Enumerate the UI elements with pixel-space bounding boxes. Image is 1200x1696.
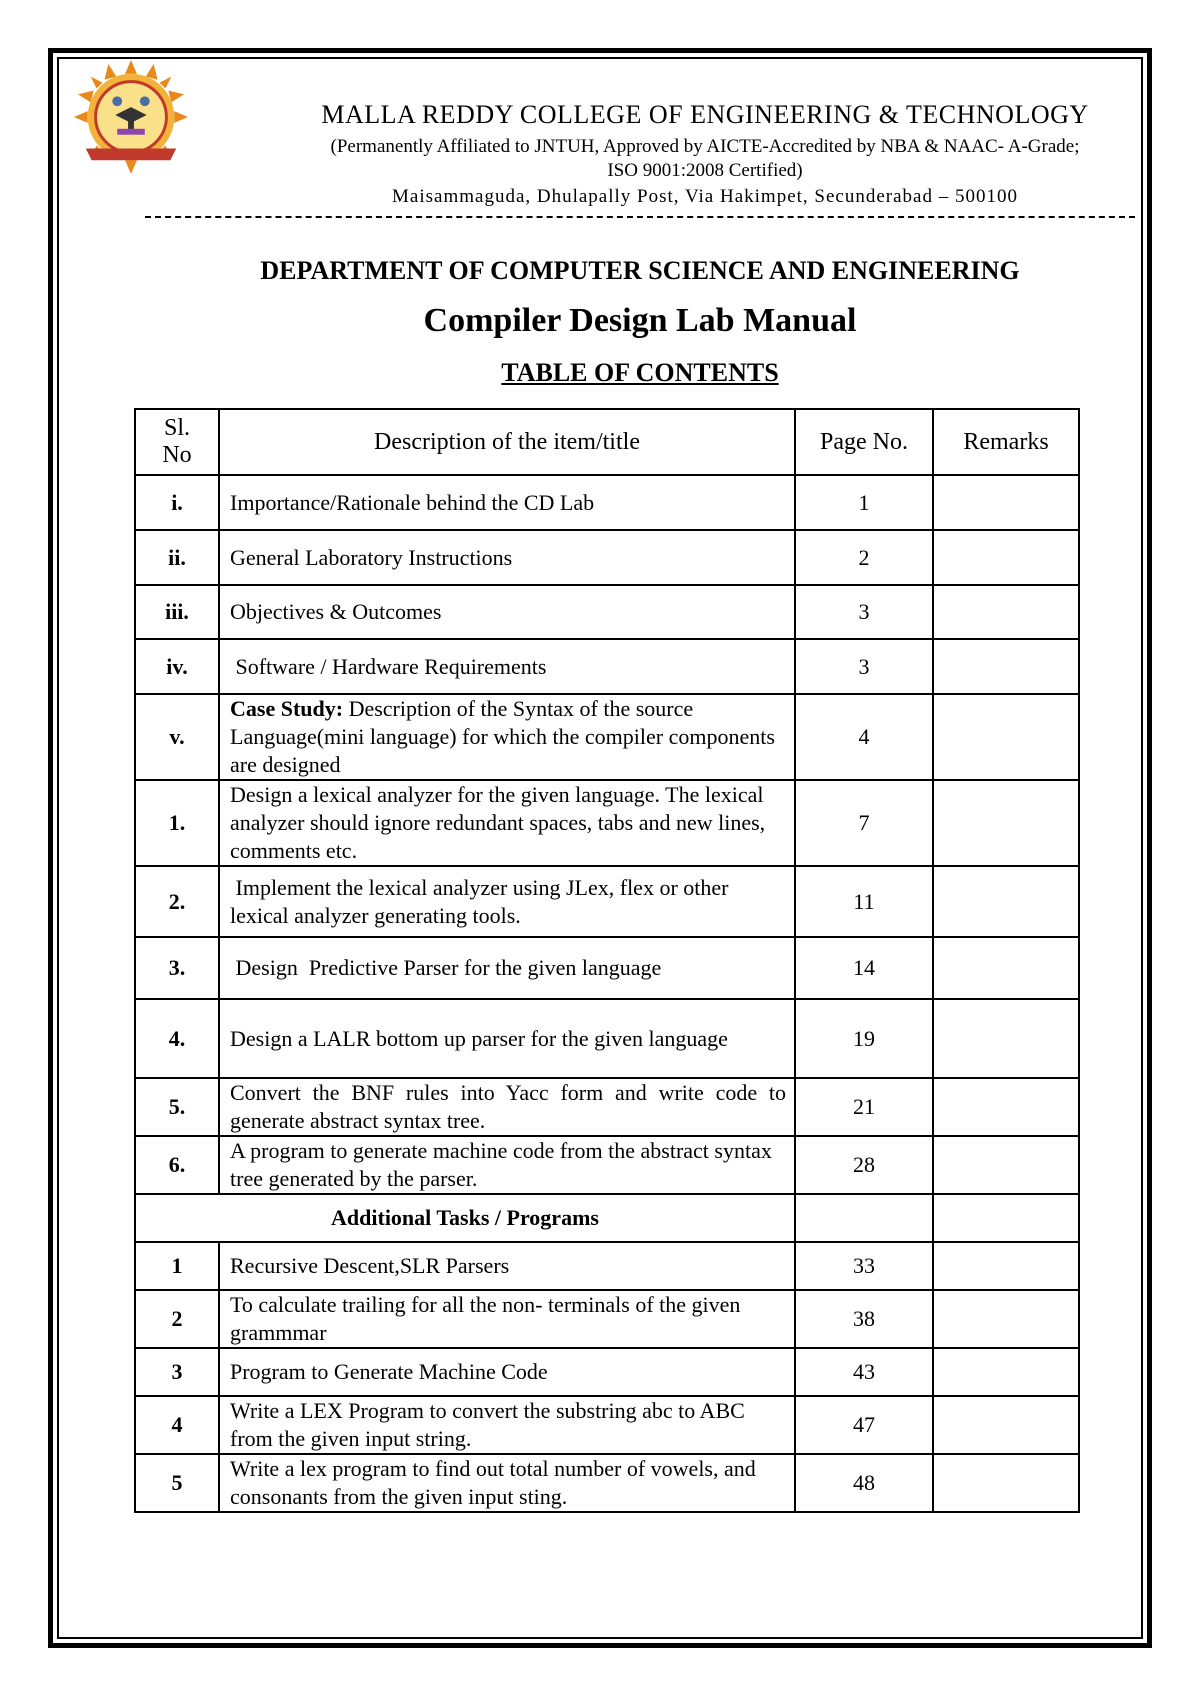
row-remarks (933, 937, 1079, 999)
case-study-label: Case Study: (230, 696, 344, 721)
table-row (135, 639, 1079, 694)
row-sl: 1. (135, 780, 219, 866)
row-page: 28 (795, 1136, 933, 1194)
row-remarks (933, 780, 1079, 866)
row-sl: 6. (135, 1136, 219, 1194)
table-row (135, 1290, 1079, 1348)
table-row (135, 1136, 1079, 1194)
row-page: 3 (795, 639, 933, 694)
row-page: 21 (795, 1078, 933, 1136)
row-remarks (933, 475, 1079, 530)
table-row (135, 530, 1079, 585)
row-sl: 3. (135, 937, 219, 999)
row-sl: ii. (135, 530, 219, 585)
row-remarks (933, 1194, 1079, 1242)
row-remarks (933, 1454, 1079, 1512)
table-row (135, 1348, 1079, 1396)
table-row (135, 694, 1079, 780)
table-row (135, 937, 1079, 999)
table-row (135, 999, 1079, 1078)
row-description: Implement the lexical analyzer using JLex, flex or other lexical analyzer generating tools. (219, 866, 795, 937)
row-page: 1 (795, 475, 933, 530)
row-description: Design Predictive Parser for the given language (219, 937, 795, 999)
row-sl: 2. (135, 866, 219, 937)
row-remarks (933, 585, 1079, 639)
case-study-text: Description of the Syntax of the source Language(mini language) for which the compiler components are designed (230, 696, 775, 777)
table-row (135, 475, 1079, 530)
row-description: Importance/Rationale behind the CD Lab (219, 475, 795, 530)
row-page: 7 (795, 780, 933, 866)
row-sl: 1 (135, 1242, 219, 1290)
manual-title: Compiler Design Lab Manual (423, 302, 857, 339)
row-sl: 3 (135, 1348, 219, 1396)
row-remarks (933, 530, 1079, 585)
row-description: Program to Generate Machine Code (219, 1348, 795, 1396)
table-row (135, 866, 1079, 937)
row-page: 33 (795, 1242, 933, 1290)
row-description: Software / Hardware Requirements (219, 639, 795, 694)
row-remarks (933, 1242, 1079, 1290)
row-description (219, 694, 795, 780)
row-description: Objectives & Outcomes (219, 585, 795, 639)
table-row (135, 1078, 1079, 1136)
row-description: To calculate trailing for all the non- terminals of the given grammmar (219, 1290, 795, 1348)
row-sl: 2 (135, 1290, 219, 1348)
college-emblem-icon (72, 58, 190, 176)
row-sl: 5. (135, 1078, 219, 1136)
row-page: 48 (795, 1454, 933, 1512)
additional-tasks-row (135, 1194, 1079, 1242)
row-description: A program to generate machine code from the abstract syntax tree generated by the parser. (219, 1136, 795, 1194)
header-remarks: Remarks (933, 409, 1079, 475)
row-page: 3 (795, 585, 933, 639)
department-heading: DEPARTMENT OF COMPUTER SCIENCE AND ENGINEERING (260, 256, 1020, 285)
table-header-row (135, 409, 1079, 475)
row-description: Write a lex program to find out total number of vowels, and consonants from the given input sting. (219, 1454, 795, 1512)
row-description: Write a LEX Program to convert the substring abc to ABC from the given input string. (219, 1396, 795, 1454)
row-sl: 4. (135, 999, 219, 1078)
row-remarks (933, 1136, 1079, 1194)
row-sl: 5 (135, 1454, 219, 1512)
row-sl: i. (135, 475, 219, 530)
row-remarks (933, 639, 1079, 694)
table-row (135, 1242, 1079, 1290)
header-page-no: Page No. (795, 409, 933, 475)
table-row (135, 585, 1079, 639)
row-page: 11 (795, 866, 933, 937)
row-page: 47 (795, 1396, 933, 1454)
row-page: 2 (795, 530, 933, 585)
row-description: General Laboratory Instructions (219, 530, 795, 585)
table-row (135, 1396, 1079, 1454)
row-page: 14 (795, 937, 933, 999)
row-remarks (933, 1348, 1079, 1396)
table-row (135, 1454, 1079, 1512)
row-description: Convert the BNF rules into Yacc form and write code to generate abstract syntax tree. (219, 1078, 795, 1136)
row-description: Design a lexical analyzer for the given language. The lexical analyzer should ignore redundant spaces, tabs and new lines, comments etc. (219, 780, 795, 866)
additional-tasks-heading: Additional Tasks / Programs (135, 1194, 795, 1242)
header-divider (145, 216, 1135, 218)
college-name: MALLA REDDY COLLEGE OF ENGINEERING & TECHNOLOGY (321, 100, 1089, 129)
row-page: 43 (795, 1348, 933, 1396)
row-remarks (933, 866, 1079, 937)
row-remarks (933, 1396, 1079, 1454)
row-page: 38 (795, 1290, 933, 1348)
row-sl: iii. (135, 585, 219, 639)
row-sl: 4 (135, 1396, 219, 1454)
header-sl-no (135, 409, 219, 475)
row-page (795, 1194, 933, 1242)
row-remarks (933, 999, 1079, 1078)
table-row (135, 780, 1079, 866)
toc-title: TABLE OF CONTENTS (501, 358, 779, 387)
row-sl: v. (135, 694, 219, 780)
toc-table (134, 408, 1080, 1513)
row-remarks (933, 1290, 1079, 1348)
row-page: 19 (795, 999, 933, 1078)
row-remarks (933, 1078, 1079, 1136)
affiliation-line-1: (Permanently Affiliated to JNTUH, Approved by AICTE-Accredited by NBA & NAAC- A-Grade; (330, 136, 1080, 157)
row-page: 4 (795, 694, 933, 780)
affiliation-line-2: ISO 9001:2008 Certified) (607, 160, 803, 181)
row-remarks (933, 694, 1079, 780)
header-sl-line-2: No (162, 442, 192, 468)
row-description: Design a LALR bottom up parser for the given language (219, 999, 795, 1078)
row-description: Recursive Descent,SLR Parsers (219, 1242, 795, 1290)
header-sl-line-1: Sl. (163, 415, 190, 441)
row-sl: iv. (135, 639, 219, 694)
college-address: Maisammaguda, Dhulapally Post, Via Hakimpet, Secunderabad – 500100 (392, 186, 1018, 207)
header-description: Description of the item/title (219, 409, 795, 475)
